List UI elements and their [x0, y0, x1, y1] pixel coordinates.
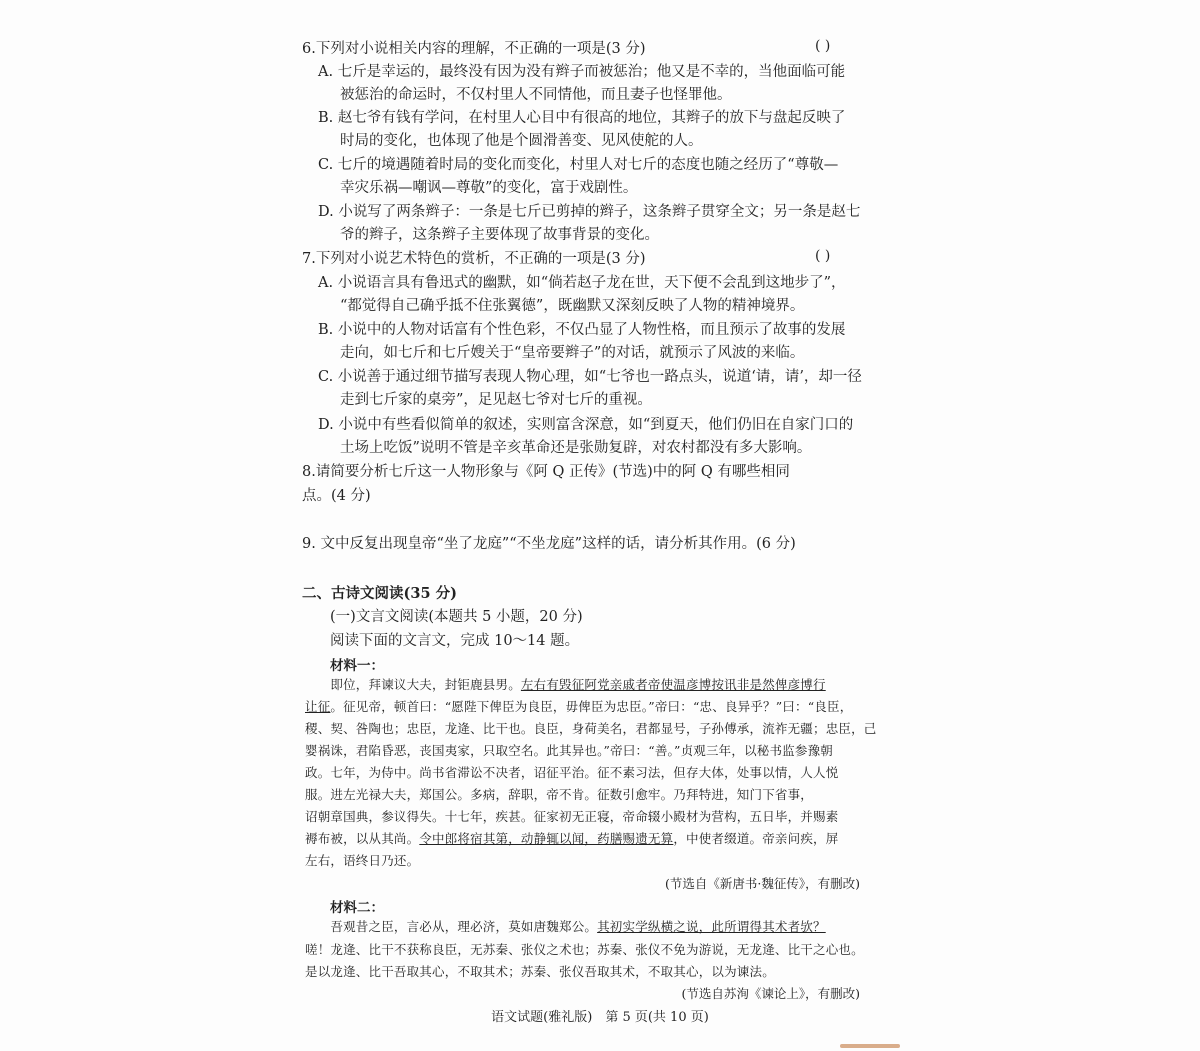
q7-stem: 7.下列对小说艺术特色的赏析，不正确的一项是(3 分): [302, 251, 646, 267]
q7-option-b-line1: B. 小说中的人物对话富有个性色彩，不仅凸显了人物性格，而且预示了故事的发展: [318, 322, 846, 338]
underlined-sentence: 让征: [305, 699, 331, 714]
material1-line: [305, 697, 852, 717]
line-text: 嗟！龙逄、比干不获称良臣，无苏秦、张仪之术也；苏秦、张仪不免为游说，无龙逄、比干之心也。: [305, 942, 864, 957]
material1-label: 材料一：: [330, 658, 384, 674]
material1-line: [305, 675, 826, 695]
line-text: 即位，拜谏议大夫，封钜鹿县男。: [305, 677, 521, 692]
q7-option-b-line2: 走向，如七斤和七斤嫂关于“皇帝要辫子”的对话，就预示了风波的来临。: [340, 345, 805, 361]
q6-option-c: [318, 154, 863, 200]
underlined-sentence: 令中郎将宿其第，动静辄以闻，药膳赐遗无算: [419, 831, 674, 846]
line-text: 诏朝章国典，参议得失。十七年，疾甚。征家初无正寝，帝命辍小殿材为营构，五日毕，并赐素: [305, 809, 839, 824]
line-text: 政。七年，为侍中。尚书省滞讼不决者，诏征平治。征不素习法，但存大体，处事以情，人人悦: [305, 765, 839, 780]
q6-answer-paren: ( ): [815, 38, 831, 54]
q8-line2: 点。(4 分): [302, 488, 371, 504]
q6-option-d: [318, 201, 863, 247]
material1-line: [305, 851, 419, 871]
q8-line1: 8.请简要分析七斤这一人物形象与《阿 Q 正传》(节选)中的阿 Q 有哪些相同: [302, 464, 790, 480]
q7-option-a: [318, 272, 863, 318]
q6-option-a-line1: A. 七斤是幸运的，最终没有因为没有辫子而被惩治；他又是不幸的，当他面临可能: [318, 64, 846, 80]
q9-stem: 9. 文中反复出现皇帝“坐了龙庭”“不坐龙庭”这样的话，请分析其作用。(6 分): [302, 536, 796, 552]
q6-option-a-line2: 被惩治的命运时，不仅村里人不同情他，而且妻子也怪罪他。: [340, 87, 732, 103]
line-text: 婴祸诛，君陷昏恶，丧国夷家，只取空名。此其异也。”帝曰：“善。”贞观三年，以秘书监参豫朝: [305, 743, 833, 758]
q6-option-a: [318, 61, 863, 107]
q6-option-c-line1: C. 七斤的境遇随着时局的变化而变化，村里人对七斤的态度也随之经历了“尊敬—: [318, 157, 839, 173]
q6-stem: 6.下列对小说相关内容的理解，不正确的一项是(3 分): [302, 41, 646, 57]
q7-option-d: [318, 414, 863, 460]
line-text-tail: 。征见帝，顿首曰：“愿陛下俾臣为良臣，毋俾臣为忠臣。”帝曰：“忠、良异乎？”曰：“良臣，: [330, 699, 853, 714]
line-text: 左右，语终日乃还。: [305, 853, 420, 868]
line-text: 是以龙逄、比干吾取其心，不取其术；苏秦、张仪吾取其术，不取其心，以为谏法。: [305, 964, 775, 979]
q7-option-d-line2: 土场上吃饭”说明不管是辛亥革命还是张勋复辟，对农村都没有多大影响。: [340, 440, 812, 456]
material1-line: [305, 741, 833, 761]
q7-option-c-line2: 走到七斤家的桌旁”，足见赵七爷对七斤的重视。: [340, 392, 652, 408]
scan-mark: [840, 1044, 900, 1048]
section2-instruction: 阅读下面的文言文，完成 10～14 题。: [330, 633, 580, 649]
material1-line: [305, 719, 877, 739]
q7-option-a-line2: “都觉得自己确乎抵不住张翼德”，既幽默又深刻反映了人物的精神境界。: [340, 298, 805, 314]
material1-line: [305, 785, 813, 805]
line-text: 服。进左光禄大夫，郑国公。多病，辞职，帝不肯。征数引愈牢。乃拜特进，知门下省事，: [305, 787, 814, 802]
line-text: 稷、契、咎陶也；忠臣，龙逄、比干也。良臣，身荷美名，君都显号，子孙傅承，流祚无疆；忠臣，己: [305, 721, 877, 736]
q7-option-a-line1: A. 小说语言具有鲁迅式的幽默，如“倘若赵子龙在世，天下便不会乱到这地步了”，: [318, 275, 846, 291]
q6-option-d-line2: 爷的辫子，这条辫子主要体现了故事背景的变化。: [340, 227, 659, 243]
material2-line: [305, 917, 826, 937]
material1-line: [305, 829, 838, 849]
line-text-tail: ，中使者缀道。帝亲问疾，屏: [673, 831, 839, 846]
q6-option-d-line1: D. 小说写了两条辫子：一条是七斤已剪掉的辫子，这条辫子贯穿全文；另一条是赵七: [318, 204, 861, 220]
q7-option-c-line1: C. 小说善于通过细节描写表现人物心理，如“七爷也一路点头，说道‘请，请’，却一径: [318, 369, 862, 385]
q7-option-b: [318, 319, 863, 365]
page-footer: 语文试题(雅礼版) 第 5 页(共 10 页): [491, 1010, 709, 1025]
material2-line: [305, 962, 775, 982]
underlined-sentence: 其初实学纵横之说，此所谓得其术者欤？: [597, 919, 826, 934]
q6-option-b-line1: B. 赵七爷有钱有学问，在村里人心目中有很高的地位，其辫子的放下与盘起反映了: [318, 110, 846, 126]
q7-option-c: [318, 366, 863, 412]
material1-line: [305, 763, 838, 783]
material2-line: [305, 940, 864, 960]
material1-line: [305, 807, 838, 827]
section2-title: 二、古诗文阅读(35 分): [302, 585, 457, 602]
underlined-sentence: 左右有毁征阿党亲戚者帝使温彦博按讯非是然俾彦博行: [520, 677, 826, 692]
material2-label: 材料二：: [330, 900, 384, 916]
q7-answer-paren: ( ): [815, 248, 831, 264]
line-text: 吾观昔之臣，言必从，理必济，莫如唐魏郑公。: [305, 919, 598, 934]
q6-option-b-line2: 时局的变化，也体现了他是个圆滑善变、见风使舵的人。: [340, 133, 703, 149]
q6-option-c-line2: 幸灾乐祸—嘲讽—尊敬”的变化，富于戏剧性。: [340, 180, 638, 196]
material2-source: (节选自苏洵《谏论上》，有删改): [681, 986, 860, 1001]
q6-option-b: [318, 107, 863, 153]
line-text: 褥布被，以从其尚。: [305, 831, 420, 846]
material1-source: (节选自《新唐书·魏征传》，有删改): [665, 876, 860, 891]
q7-option-d-line1: D. 小说中有些看似简单的叙述，实则富含深意，如“到夏天，他们仍旧在自家门口的: [318, 417, 854, 433]
section2-subtitle: (一)文言文阅读(本题共 5 小题，20 分): [330, 609, 583, 625]
